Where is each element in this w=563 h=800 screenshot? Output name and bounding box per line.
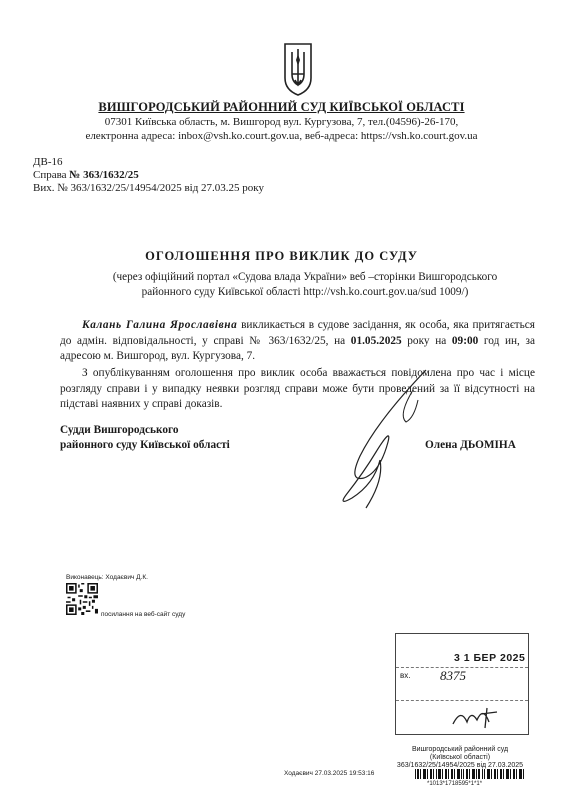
registration-stamp (395, 633, 529, 735)
publication-text: (через офіційний портал «Судова влада України» веб –сторінки Вишгородського районного суду Київської області (112, 271, 498, 298)
footer-court: Вишгородський районний суд (411, 746, 509, 753)
executor-note: Виконавець: Ходаєвич Д.К. (66, 574, 148, 581)
footer-ref: 363/1632/25/14954/2025 від 27.03.2025 (396, 762, 524, 769)
court-contacts: електронна адреса: inbox@vsh.ko.court.gov.ua, веб-адреса: https://vsh.ko.court.gov.ua (85, 130, 478, 142)
hearing-time: 09:00 (451, 334, 479, 347)
footer-region: (Київської області) (429, 754, 491, 761)
judges-line-1: Судди Вишгородського (60, 424, 179, 436)
case-prefix: Справа (33, 169, 70, 181)
stamp-mark: вх. (400, 671, 411, 680)
notice-paragraph (60, 366, 535, 413)
footer-prepared: Ходаєвич 27.03.2025 19:53:16 (284, 770, 375, 777)
summons-text-b: року на (401, 334, 452, 347)
signature-block-left (60, 423, 230, 453)
stamp-date: 3 1 БЕР 2025 (454, 652, 526, 664)
summoned-person: Калань Галина Ярославівна (82, 319, 238, 331)
announcement-title: ОГОЛОШЕННЯ ПРО ВИКЛИК ДО СУДУ (145, 249, 418, 263)
document-code: ДВ-16 (33, 156, 63, 168)
handwritten-signature (318, 360, 438, 510)
judges-line-2: районного суду Київської області (60, 439, 230, 451)
notice-text: З опублікуванням оголошення про виклик особа вважається повідомлена про час і місце розгляду справи і у випадку неявки розгляд справи може бути проведений за її відсутності на підставі наявних у справі доказів. (60, 367, 535, 410)
court-address: 07301 Київська область, м. Вишгород вул. Кургузова, 7, тел.(04596)-26-170, (104, 116, 459, 128)
summons-text-a: викликається в судове засідання, як особа, яка притягається до адмін. відповідальності, у справі № 363/1632/25, на (60, 319, 535, 347)
case-line (33, 169, 139, 181)
publication-note (95, 270, 515, 300)
qr-caption: посилання на веб-сайт суду (101, 611, 186, 618)
court-name: ВИШГОРОДСЬКИЙ РАЙОННИЙ СУД КИЇВСЬКОЇ ОБЛАСТІ (98, 100, 465, 114)
signer-name: Олена ДЬОМІНА (425, 439, 516, 451)
summons-paragraph (60, 318, 535, 365)
stamp-number: 8375 (440, 668, 466, 683)
barcode-icon (415, 769, 525, 779)
outgoing-number: Вих. № 363/1632/25/14954/2025 від 27.03.25 року (33, 182, 264, 194)
coat-of-arms-icon (283, 40, 313, 96)
hearing-date: 01.05.2025 (350, 334, 402, 347)
summons-text-c: год ин, за адресою м. Вишгород, вул. Кургузова, 7. (60, 334, 535, 362)
publication-close: ) (464, 286, 469, 298)
qr-code-icon[interactable] (66, 583, 98, 615)
case-number: № 363/1632/25 (69, 169, 139, 181)
stamp-signature (451, 704, 501, 730)
barcode-text: *1013*1718595*1*1* (427, 781, 483, 787)
court-website-link[interactable]: http://vsh.ko.court.gov.ua/sud 1009/ (303, 286, 465, 298)
